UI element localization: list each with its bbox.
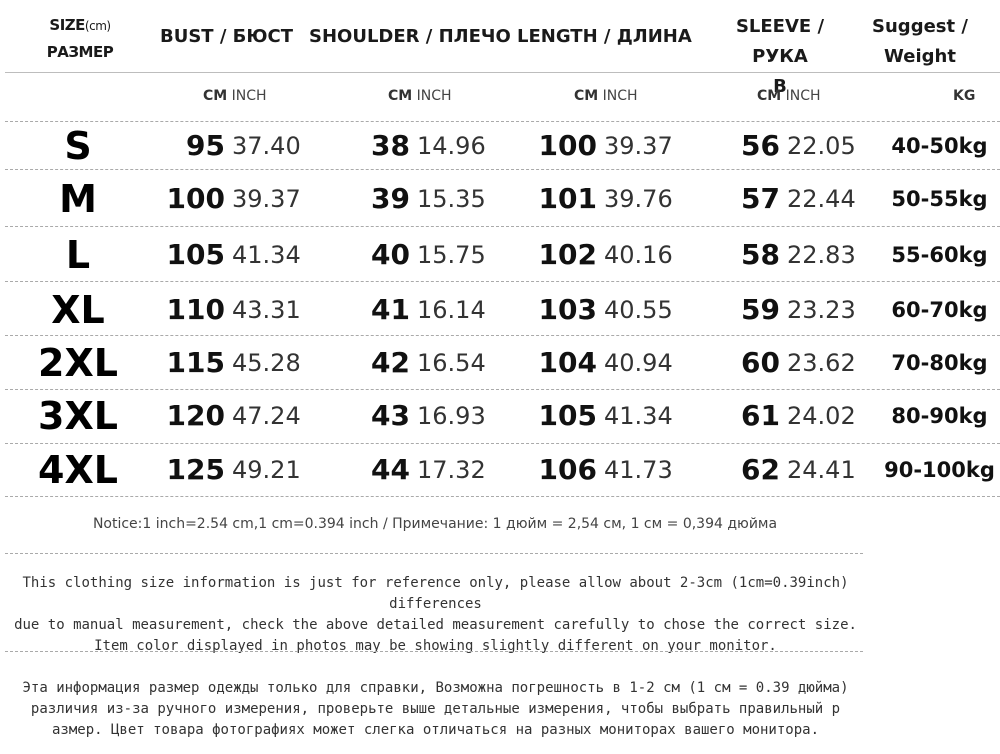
bust-cm-value: 110 [166,293,225,326]
sleeve-header-line1: SLEEVE / РУКА [735,16,825,67]
bust-inch-value: 41.34 [232,241,301,269]
unit-inch: INCH [602,88,638,104]
bust-inch-cell [232,444,301,499]
english-disclaimer-line: Item color displayed in photos may be showing slightly different on your monitor. [94,638,777,654]
length-cell [539,229,597,285]
shoulder-cell [371,284,410,340]
shoulder-cell [371,390,410,446]
size-column-header [40,12,120,65]
length-cm-value: 103 [538,293,597,326]
bust-inch-cell [232,390,301,445]
length-units [574,88,638,104]
length-inch-cell [604,229,673,284]
bust-cm-value: 120 [166,399,225,432]
bust-inch-cell [232,337,301,392]
sleeve-cell [741,120,780,176]
shoulder-cm-value: 43 [371,399,410,432]
disclaimer-divider [5,651,863,652]
bust-cell [167,390,225,446]
sleeve-inch-value: 22.44 [787,185,856,213]
bust-inch-value: 37.40 [232,132,301,160]
shoulder-inch-cell [417,173,486,228]
shoulder-inch-cell [417,120,486,175]
unit-cm: CM [757,88,782,104]
weight-value: 50-55kg [891,187,988,211]
shoulder-inch-value: 17.32 [417,456,486,484]
sleeve-cell [741,173,780,229]
weight-units [953,88,975,104]
size-header-label-ru: РАЗМЕР [46,43,114,61]
length-inch-value: 41.73 [604,456,673,484]
shoulder-inch-value: 14.96 [417,132,486,160]
length-cell [539,337,597,393]
unit-cm: CM [574,88,599,104]
bust-inch-cell [232,284,301,339]
length-inch-value: 40.94 [604,349,673,377]
shoulder-cm-value: 42 [371,346,410,379]
bust-cell [186,120,225,176]
length-inch-value: 40.55 [604,296,673,324]
length-cm-value: 101 [538,182,597,215]
shoulder-cell [371,173,410,229]
length-cm-value: 105 [538,399,597,432]
weight-value: 40-50kg [891,134,988,158]
conversion-notice: Notice:1 inch=2.54 cm,1 cm=0.394 inch / Примечание: 1 дюйм = 2,54 см, 1 см = 0,394 дюйма [92,516,778,532]
shoulder-inch-value: 15.75 [417,241,486,269]
shoulder-cell [371,229,410,285]
bust-inch-value: 49.21 [232,456,301,484]
length-inch-cell [604,444,673,499]
unit-kg: KG [953,88,976,104]
sleeve-inch-value: 22.83 [787,241,856,269]
size-label: S [64,124,92,168]
shoulder-cm-value: 40 [371,238,410,271]
length-cm-value: 102 [538,238,597,271]
sleeve-cell [741,229,780,285]
russian-disclaimer [8,678,863,741]
sleeve-inch-value: 24.02 [787,402,856,430]
weight-value: 90-100kg [884,458,995,482]
length-cell [539,173,597,229]
length-inch-value: 39.76 [604,185,673,213]
shoulder-cm-value: 38 [371,129,410,162]
table-row [0,390,1000,442]
sleeve-inch-cell [787,337,856,392]
length-cell [539,444,597,500]
sleeve-cm-value: 57 [741,182,780,215]
bust-inch-cell [232,173,301,228]
length-cell [539,390,597,446]
header-divider [5,72,1000,73]
weight-header-line2: Weight [884,46,956,67]
size-label: M [59,177,97,221]
russian-disclaimer-line: различия из-за ручного измерения, проверьте выше детальные измерения, чтобы выбрать правильный р [30,701,841,717]
sleeve-inch-value: 23.62 [787,349,856,377]
sleeve-inch-cell [787,120,856,175]
sleeve-inch-value: 22.05 [787,132,856,160]
size-label: 3XL [38,394,118,438]
sleeve-cell [741,337,780,393]
sleeve-inch-value: 24.41 [787,456,856,484]
length-inch-cell [604,173,673,228]
weight-value: 55-60kg [891,243,988,267]
shoulder-column-header: SHOULDER / ПЛЕЧО [309,26,511,47]
bust-cm-value: 95 [186,129,225,162]
english-disclaimer-line: due to manual measurement, check the above detailed measurement carefully to chose the correct size. [14,617,857,633]
shoulder-inch-cell [417,229,486,284]
english-disclaimer-line: This clothing size information is just for reference only, please allow about 2-3cm (1cm=0.39inch) differences [22,575,849,612]
sleeve-cm-value: 59 [741,293,780,326]
weight-header-line1: Suggest / [872,16,968,37]
bust-cm-value: 125 [166,453,225,486]
unit-inch: INCH [785,88,821,104]
weight-value: 80-90kg [891,404,988,428]
shoulder-inch-value: 16.54 [417,349,486,377]
length-inch-value: 39.37 [604,132,673,160]
shoulder-inch-cell [417,444,486,499]
table-row [0,120,1000,172]
notice-divider [5,553,863,554]
sleeve-inch-cell [787,173,856,228]
shoulder-units [388,88,452,104]
size-label: L [65,233,91,277]
bust-cm-value: 115 [166,346,225,379]
size-header-unit: (cm) [84,19,111,33]
english-disclaimer [8,573,863,657]
sleeve-cell [741,284,780,340]
russian-disclaimer-line: азмер. Цвет товара фотографиях может слегка отличаться на разных мониторах вашего монитора. [51,722,819,738]
bust-inch-value: 47.24 [232,402,301,430]
table-row [0,284,1000,336]
unit-cm: CM [388,88,413,104]
sleeve-cm-value: 56 [741,129,780,162]
sleeve-inch-cell [787,444,856,499]
bust-cell [167,229,225,285]
length-cell [539,120,597,176]
bust-cell [167,444,225,500]
shoulder-cell [371,120,410,176]
bust-cell [167,284,225,340]
sleeve-inch-value: 23.23 [787,296,856,324]
length-inch-cell [604,120,673,175]
unit-inch: INCH [231,88,267,104]
sleeve-cm-value: 61 [741,399,780,432]
bust-cm-value: 105 [166,238,225,271]
unit-cm: CM [203,88,228,104]
length-cell [539,284,597,340]
sleeve-inch-cell [787,390,856,445]
shoulder-inch-cell [417,284,486,339]
length-inch-cell [604,390,673,445]
weight-value: 70-80kg [891,351,988,375]
table-row [0,337,1000,389]
sleeve-units [757,88,821,104]
length-inch-cell [604,284,673,339]
bust-inch-value: 43.31 [232,296,301,324]
bust-cm-value: 100 [166,182,225,215]
shoulder-inch-value: 16.93 [417,402,486,430]
size-label: 2XL [38,341,118,385]
sleeve-cell [741,390,780,446]
table-row [0,229,1000,281]
shoulder-cell [371,337,410,393]
bust-cell [167,173,225,229]
length-cm-value: 100 [538,129,597,162]
sleeve-inch-cell [787,229,856,284]
bust-inch-cell [232,229,301,284]
russian-disclaimer-line: Эта информация размер одежды только для справки, Возможна погрешность в 1-2 см (1 см = 0.39 дюйма) [22,680,849,696]
weight-column-header [870,12,970,72]
bust-inch-cell [232,120,301,175]
table-row [0,173,1000,225]
length-inch-value: 40.16 [604,241,673,269]
size-header-label: SIZE [49,16,85,34]
shoulder-inch-value: 16.14 [417,296,486,324]
length-cm-value: 104 [538,346,597,379]
sleeve-inch-cell [787,284,856,339]
bust-inch-value: 39.37 [232,185,301,213]
length-column-header: LENGTH / ДЛИНА [517,26,692,47]
length-cm-value: 106 [538,453,597,486]
sleeve-cm-value: 62 [741,453,780,486]
shoulder-cm-value: 41 [371,293,410,326]
shoulder-cm-value: 39 [371,182,410,215]
sleeve-cell [741,444,780,500]
weight-value: 60-70kg [891,298,988,322]
shoulder-cell [371,444,410,500]
length-inch-cell [604,337,673,392]
bust-column-header: BUST / БЮСТ [160,26,294,47]
sleeve-header-line2: В [773,76,787,97]
shoulder-inch-value: 15.35 [417,185,486,213]
sleeve-cm-value: 60 [741,346,780,379]
size-label: XL [51,288,105,332]
bust-cell [167,337,225,393]
shoulder-cm-value: 44 [371,453,410,486]
sleeve-cm-value: 58 [741,238,780,271]
length-inch-value: 41.34 [604,402,673,430]
shoulder-inch-cell [417,390,486,445]
bust-inch-value: 45.28 [232,349,301,377]
size-label: 4XL [38,448,118,492]
unit-inch: INCH [416,88,452,104]
bust-units [203,88,267,104]
table-row [0,444,1000,496]
shoulder-inch-cell [417,337,486,392]
